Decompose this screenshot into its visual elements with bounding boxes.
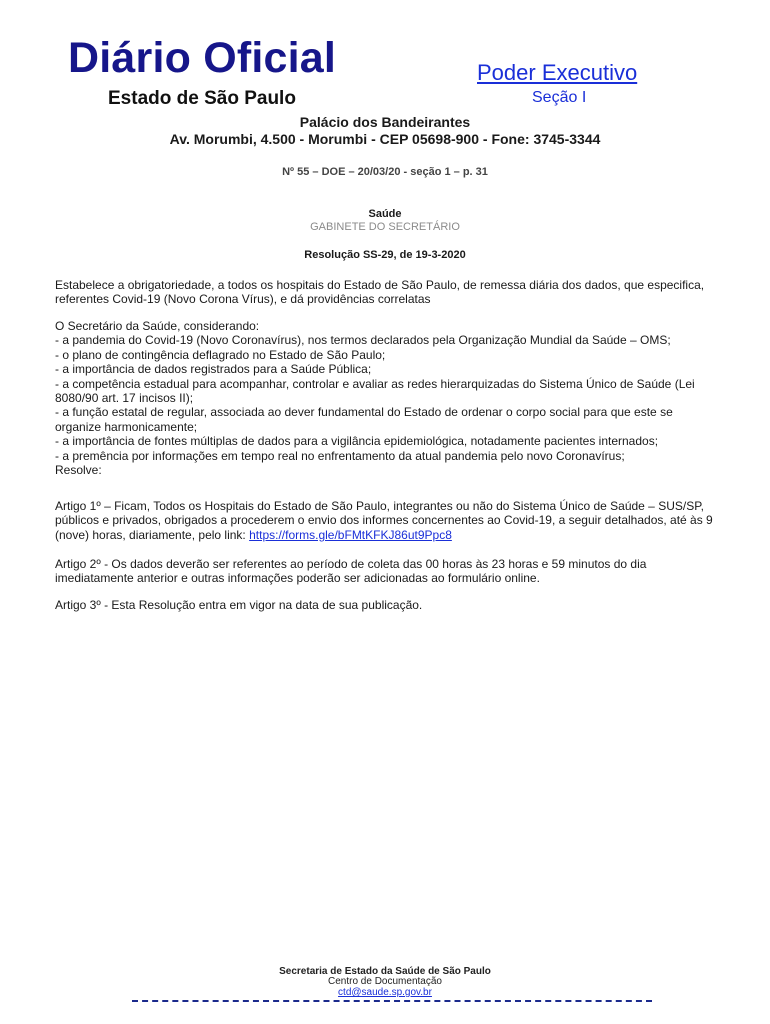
masthead-section: Seção I <box>532 89 587 106</box>
article-2: Artigo 2º - Os dados deverão ser referentes ao período de coleta das 00 horas às 23 horas e 59 minutos do dia imediatamente anterior e outras informações poderão ser adicionadas ao formulário online. <box>55 557 647 586</box>
masthead-power-link[interactable]: Poder Executivo <box>477 60 638 85</box>
masthead-title: Diário Oficial <box>68 34 337 82</box>
palace-heading: Palácio dos Bandeirantes <box>299 114 471 130</box>
consideration-item: - a importância de dados registrados para a Saúde Pública; <box>55 362 372 377</box>
article-1-text: Artigo 1º – Ficam, Todos os Hospitais do Estado de São Paulo, integrantes ou não do Sistema Único de Saúde – SUS/SP, públicos e privados, obrigados a procederem o envio dos informes concernentes ao Covid-19, a seguir detalhados, até às 9 (nove) horas, diariamente, pelo link: <box>55 499 713 542</box>
consideration-item: - o plano de contingência deflagrado no Estado de São Paulo; <box>55 347 386 362</box>
footer-email-link[interactable]: ctd@saude.sp.gov.br <box>338 987 432 998</box>
edition-line: Nº 55 – DOE – 20/03/20 - seção 1 – p. 31 <box>282 166 488 178</box>
department-heading: Saúde <box>368 208 402 220</box>
consideration-item: - a pandemia do Covid-19 (Novo Coronavírus), nos termos declarados pela Organização Mundial da Saúde – OMS; <box>55 333 671 348</box>
consideration-item: - a importância de fontes múltiplas de dados para a vigilância epidemiológica, notadamente pacientes internados; <box>55 434 659 449</box>
resolution-title: Resolução SS-29, de 19-3-2020 <box>304 249 466 261</box>
address-line: Av. Morumbi, 4.500 - Morumbi - CEP 05698-900 - Fone: 3745-3344 <box>169 131 601 147</box>
masthead-state: Estado de São Paulo <box>108 88 296 109</box>
footer-department: Centro de Documentação <box>328 976 442 987</box>
article-1 <box>55 499 720 542</box>
footer-email-row <box>0 987 770 998</box>
resolve-label: Resolve: <box>55 463 102 478</box>
consideration-item: - a competência estadual para acompanhar, controlar e avaliar as redes hierarquizadas do Sistema Único de Saúde (Lei 8080/90 art. 17 incisos II); <box>55 376 695 406</box>
cabinet-heading: GABINETE DO SECRETÁRIO <box>310 221 460 233</box>
consideration-item: - a premência por informações em tempo real no enfrentamento da atual pandemia pelo novo Coronavírus; <box>55 448 625 463</box>
consideration-item: - a função estatal de regular, associada ao dever fundamental do Estado de ordenar o corpo social para que este se organize harmonicamente; <box>55 405 673 434</box>
footer-organization: Secretaria de Estado da Saúde de São Paulo <box>279 966 491 977</box>
article-3: Artigo 3º - Esta Resolução entra em vigor na data de sua publicação. <box>55 598 423 612</box>
considering-intro: O Secretário da Saúde, considerando: <box>55 319 260 333</box>
considerations-block <box>55 319 720 477</box>
footer-divider <box>132 1000 652 1002</box>
resolution-summary: Estabelece a obrigatoriedade, a todos os hospitais do Estado de São Paulo, de remessa diária dos dados, que especifica, referentes Covid-19 (Novo Corona Vírus), e dá providências correlatas <box>55 278 705 307</box>
article-1-form-link[interactable]: https://forms.gle/bFMtKFKJ86ut9Ppc8 <box>249 527 452 542</box>
